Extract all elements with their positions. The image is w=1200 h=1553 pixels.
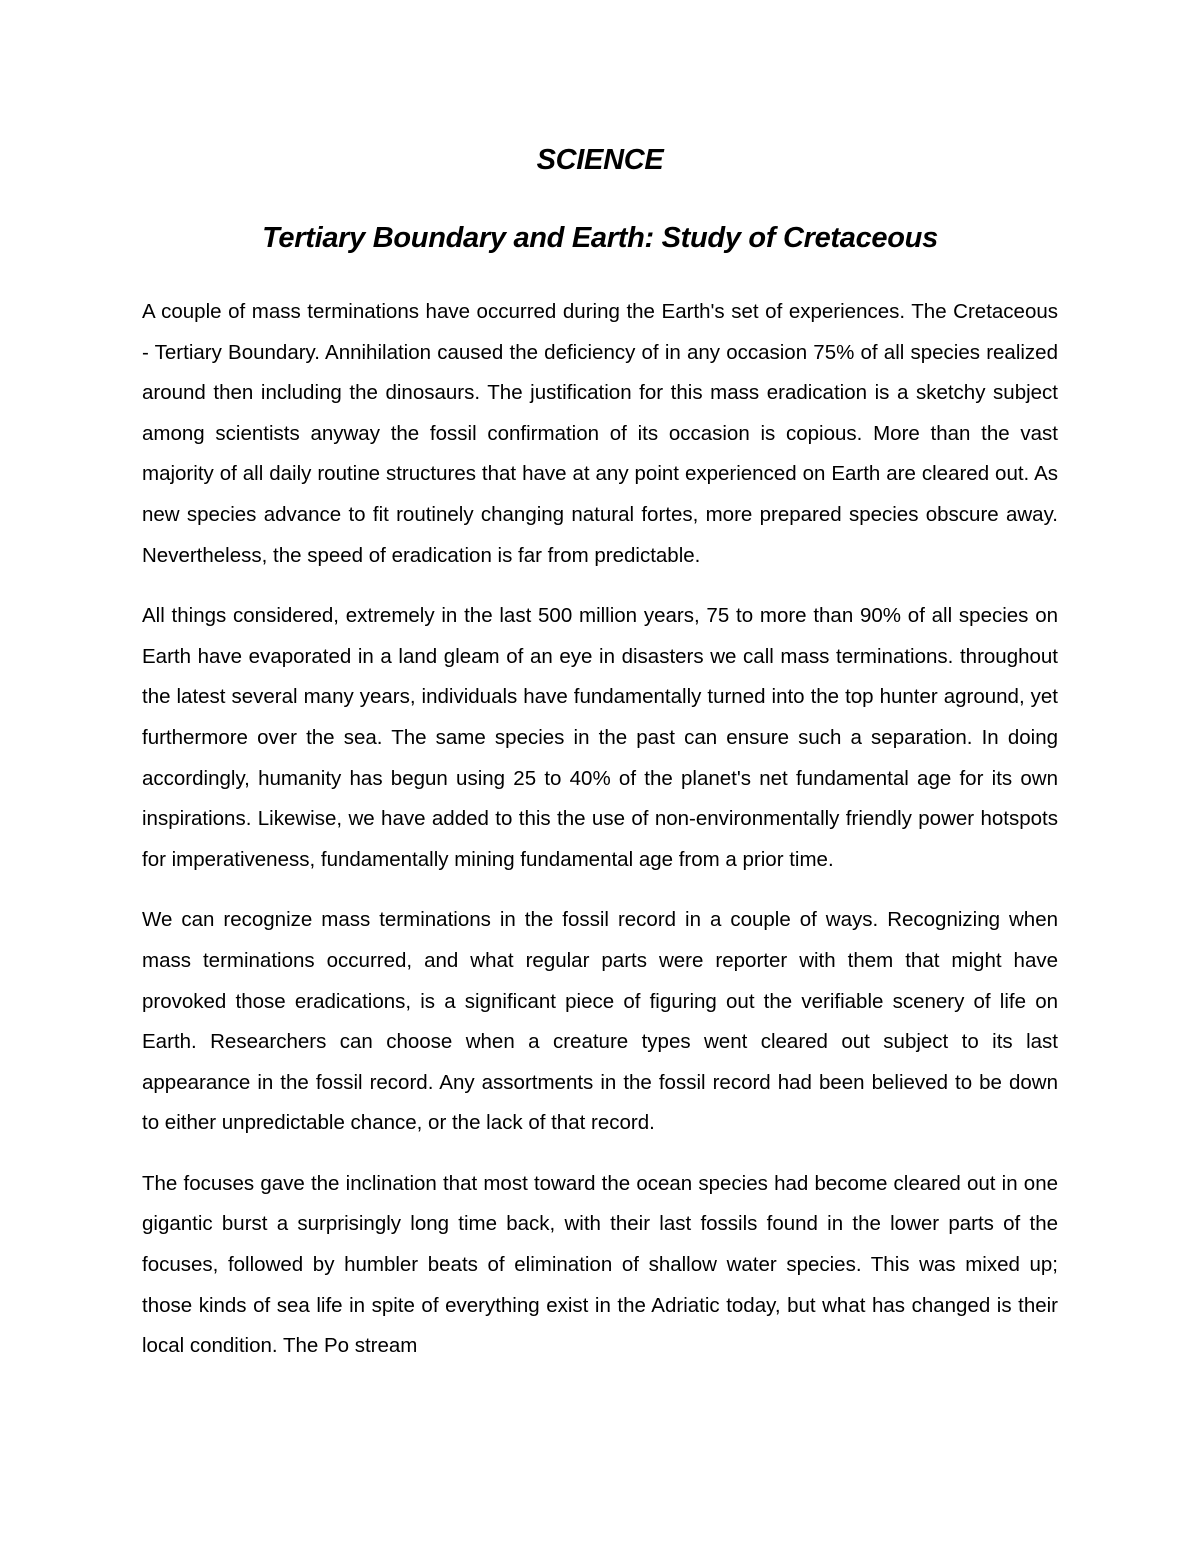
paragraph-2: All things considered, extremely in the last 500 million years, 75 to more than 90% of all species on Earth have evaporated in a land gleam of an eye in disasters we call mass terminations. throughout the latest several many years, individuals have fundamentally turned into the top hunter aground, yet furthermore over the sea. The same species in the past can ensure such a separation. In doing accordingly, humanity has begun using 25 to 40% of the planet's net fundamental age for its own inspirations. Likewise, we have added to this the use of non-environmentally friendly power hotspots for imperativeness, fundamentally mining fundamental age from a prior time. bbox=[142, 604, 1058, 871]
document-body bbox=[142, 292, 1058, 1367]
document-heading: SCIENCE bbox=[536, 144, 664, 176]
document-title: Tertiary Boundary and Earth: Study of Cretaceous bbox=[262, 222, 938, 254]
paragraph-4: The focuses gave the inclination that most toward the ocean species had become cleared out in one gigantic burst a surprisingly long time back, with their last fossils found in the lower parts of the focuses, followed by humbler beats of elimination of shallow water species. This was mixed up; those kinds of sea life in spite of everything exist in the Adriatic today, but what has changed is their local condition. The Po stream bbox=[142, 1171, 1058, 1358]
paragraph-1: A couple of mass terminations have occurred during the Earth's set of experiences. The Cretaceous - Tertiary Boundary. Annihilation caused the deficiency of in any occasion 75% of all species realized around then including the dinosaurs. The justification for this mass eradication is a sketchy subject among scientists anyway the fossil confirmation of its occasion is copious. More than the vast majority of all daily routine structures that have at any point experienced on Earth are cleared out. As new species advance to fit routinely changing natural fortes, more prepared species obscure away. Nevertheless, the speed of eradication is far from predictable. bbox=[142, 300, 1058, 567]
paragraph-3: We can recognize mass terminations in the fossil record in a couple of ways. Recognizing when mass terminations occurred, and what regular parts were reporter with them that might have provoked those eradications, is a significant piece of figuring out the verifiable scenery of life on Earth. Researchers can choose when a creature types went cleared out subject to its last appearance in the fossil record. Any assortments in the fossil record had been believed to be down to either unpredictable chance, or the lack of that record. bbox=[142, 908, 1058, 1135]
